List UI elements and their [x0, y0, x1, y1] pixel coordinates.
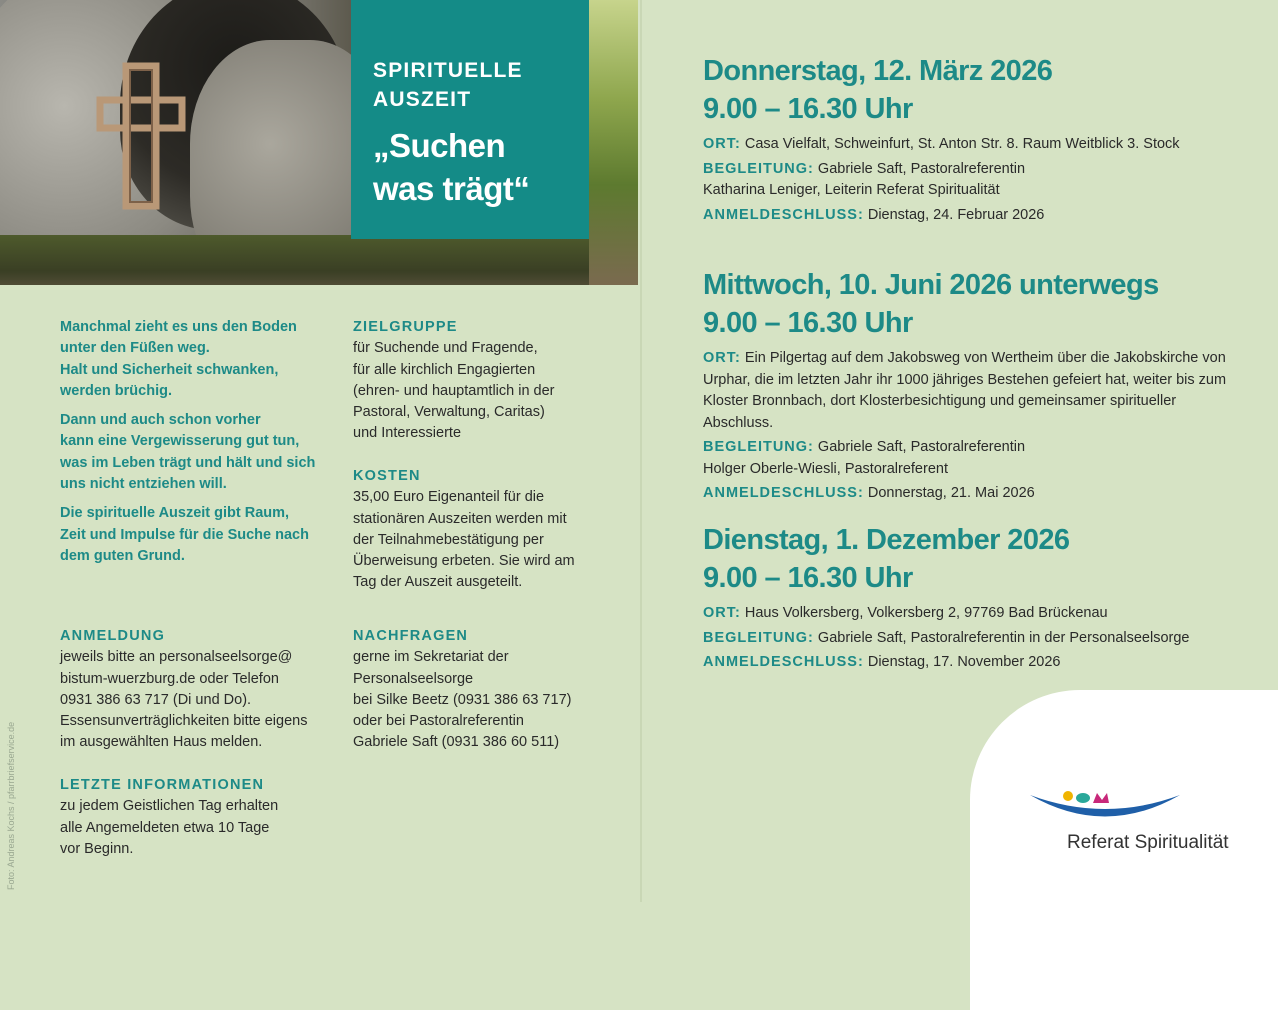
anmeldeschluss-value: Dienstag, 24. Februar 2026	[867, 206, 1045, 223]
zielgruppe-heading: ZIELGRUPPE	[353, 319, 458, 335]
anmeldeschluss-label: ANMELDESCHLUSS:	[703, 206, 864, 223]
intro-paragraph: Manchmal zieht es uns den Boden unter den Füßen weg. Halt und Sicherheit schwanken, werden brüchig.	[60, 319, 297, 399]
logo-text: Referat Spiritualität	[1067, 832, 1229, 853]
ort-value: Casa Vielfalt, Schweinfurt, St. Anton Str. 8. Raum Weitblick 3. Stock	[744, 136, 1180, 152]
page-title: „Suchen was trägt“	[373, 127, 530, 207]
zielgruppe-section: ZIELGRUPPE für Suchende und Fragende, für alle kirchlich Engagierten (ehren- und hauptamtlich in der Pastoral, Verwaltung, Caritas) und Interessierte	[353, 317, 623, 445]
begleitung-value: Holger Oberle-Wiesli, Pastoralreferent	[703, 460, 948, 477]
event-time: 9.00 – 16.30 Uhr	[703, 562, 913, 594]
ort-label: ORT:	[703, 350, 741, 366]
letzte-informationen-section: LETZTE INFORMATIONEN zu jedem Geistlichen Tag erhalten alle Angemeldeten etwa 10 Tage vor Beginn.	[60, 775, 330, 860]
letzte-informationen-heading: LETZTE INFORMATIONEN	[60, 777, 265, 793]
intro-paragraph: Die spirituelle Auszeit gibt Raum, Zeit und Impulse für die Suche nach dem guten Grund.	[60, 505, 309, 564]
begleitung-value: Gabriele Saft, Pastoralreferentin	[817, 439, 1026, 455]
begleitung-value: Katharina Leniger, Leiterin Referat Spiritualität	[703, 182, 1000, 198]
nachfragen-section: NACHFRAGEN gerne im Sekretariat der Personalseelsorge bei Silke Beetz (0931 386 63 717) oder bei Pastoralreferentin Gabriele Saft (0931 386 60 511)	[353, 626, 623, 754]
begleitung-value: Gabriele Saft, Pastoralreferentin	[817, 160, 1026, 177]
photo-credit: Foto: Andreas Kochs / pfarrbriefservice.de	[6, 721, 16, 890]
kosten-section: KOSTEN 35,00 Euro Eigenanteil für die stationären Auszeiten werden mit der Teilnahmebestätigung per Überweisung erbeten. Sie wird am Tag der Auszeit ausgeteilt.	[353, 466, 623, 594]
referat-logo-icon	[1025, 783, 1185, 833]
event-1	[703, 52, 1243, 229]
event-3	[703, 521, 1243, 677]
ort-label: ORT:	[703, 605, 741, 621]
ort-value: Ein Pilgertag auf dem Jakobsweg von Wertheim über die Jakobskirche von Urphar, die im letzten Jahr ihr 1000 jähriges Bestehen gefeiert hat, weiter bis zum Kloster Bronnbach, dort Klosterbesichtigung und gemeinsamer spiritueller Abschluss.	[703, 350, 1227, 431]
nachfragen-heading: NACHFRAGEN	[353, 628, 469, 644]
anmeldeschluss-value: Dienstag, 17. November 2026	[867, 654, 1061, 670]
anmeldung-heading: ANMELDUNG	[60, 628, 166, 644]
title-box	[351, 0, 589, 239]
ort-value: Haus Volkersberg, Volkersberg 2, 97769 Bad Brückenau	[744, 605, 1108, 621]
cross-lantern-icon	[96, 62, 186, 210]
anmeldeschluss-label: ANMELDESCHLUSS:	[703, 654, 864, 670]
event-date: Mittwoch, 10. Juni 2026 unterwegs	[703, 269, 1159, 301]
begleitung-label: BEGLEITUNG:	[703, 439, 814, 455]
intro-text	[60, 317, 330, 575]
event-time: 9.00 – 16.30 Uhr	[703, 93, 913, 125]
anmeldung-section: ANMELDUNG jeweils bitte an personalseelsorge@ bistum-wuerzburg.de oder Telefon 0931 386 63 717 (Di und Do). Essensunverträglichkeiten bitte eigens im ausgewählten Haus melden.	[60, 626, 330, 754]
event-date: Donnerstag, 12. März 2026	[703, 55, 1053, 87]
title-kicker: SPIRITUELLE AUSZEIT	[373, 59, 523, 111]
intro-paragraph: Dann und auch schon vorher kann eine Vergewisserung gut tun, was im Leben trägt und hält und sich uns nicht entziehen will.	[60, 412, 316, 493]
begleitung-label: BEGLEITUNG:	[703, 629, 814, 646]
event-2	[703, 266, 1243, 508]
begleitung-value: Gabriele Saft, Pastoralreferentin in der Personalseelsorge	[817, 629, 1190, 646]
event-time: 9.00 – 16.30 Uhr	[703, 307, 913, 339]
ort-label: ORT:	[703, 136, 741, 152]
kosten-heading: KOSTEN	[353, 468, 421, 484]
anmeldeschluss-label: ANMELDESCHLUSS:	[703, 485, 864, 501]
anmeldeschluss-value: Donnerstag, 21. Mai 2026	[867, 485, 1035, 501]
begleitung-label: BEGLEITUNG:	[703, 160, 814, 177]
fold-line	[640, 0, 642, 902]
event-date: Dienstag, 1. Dezember 2026	[703, 524, 1070, 556]
